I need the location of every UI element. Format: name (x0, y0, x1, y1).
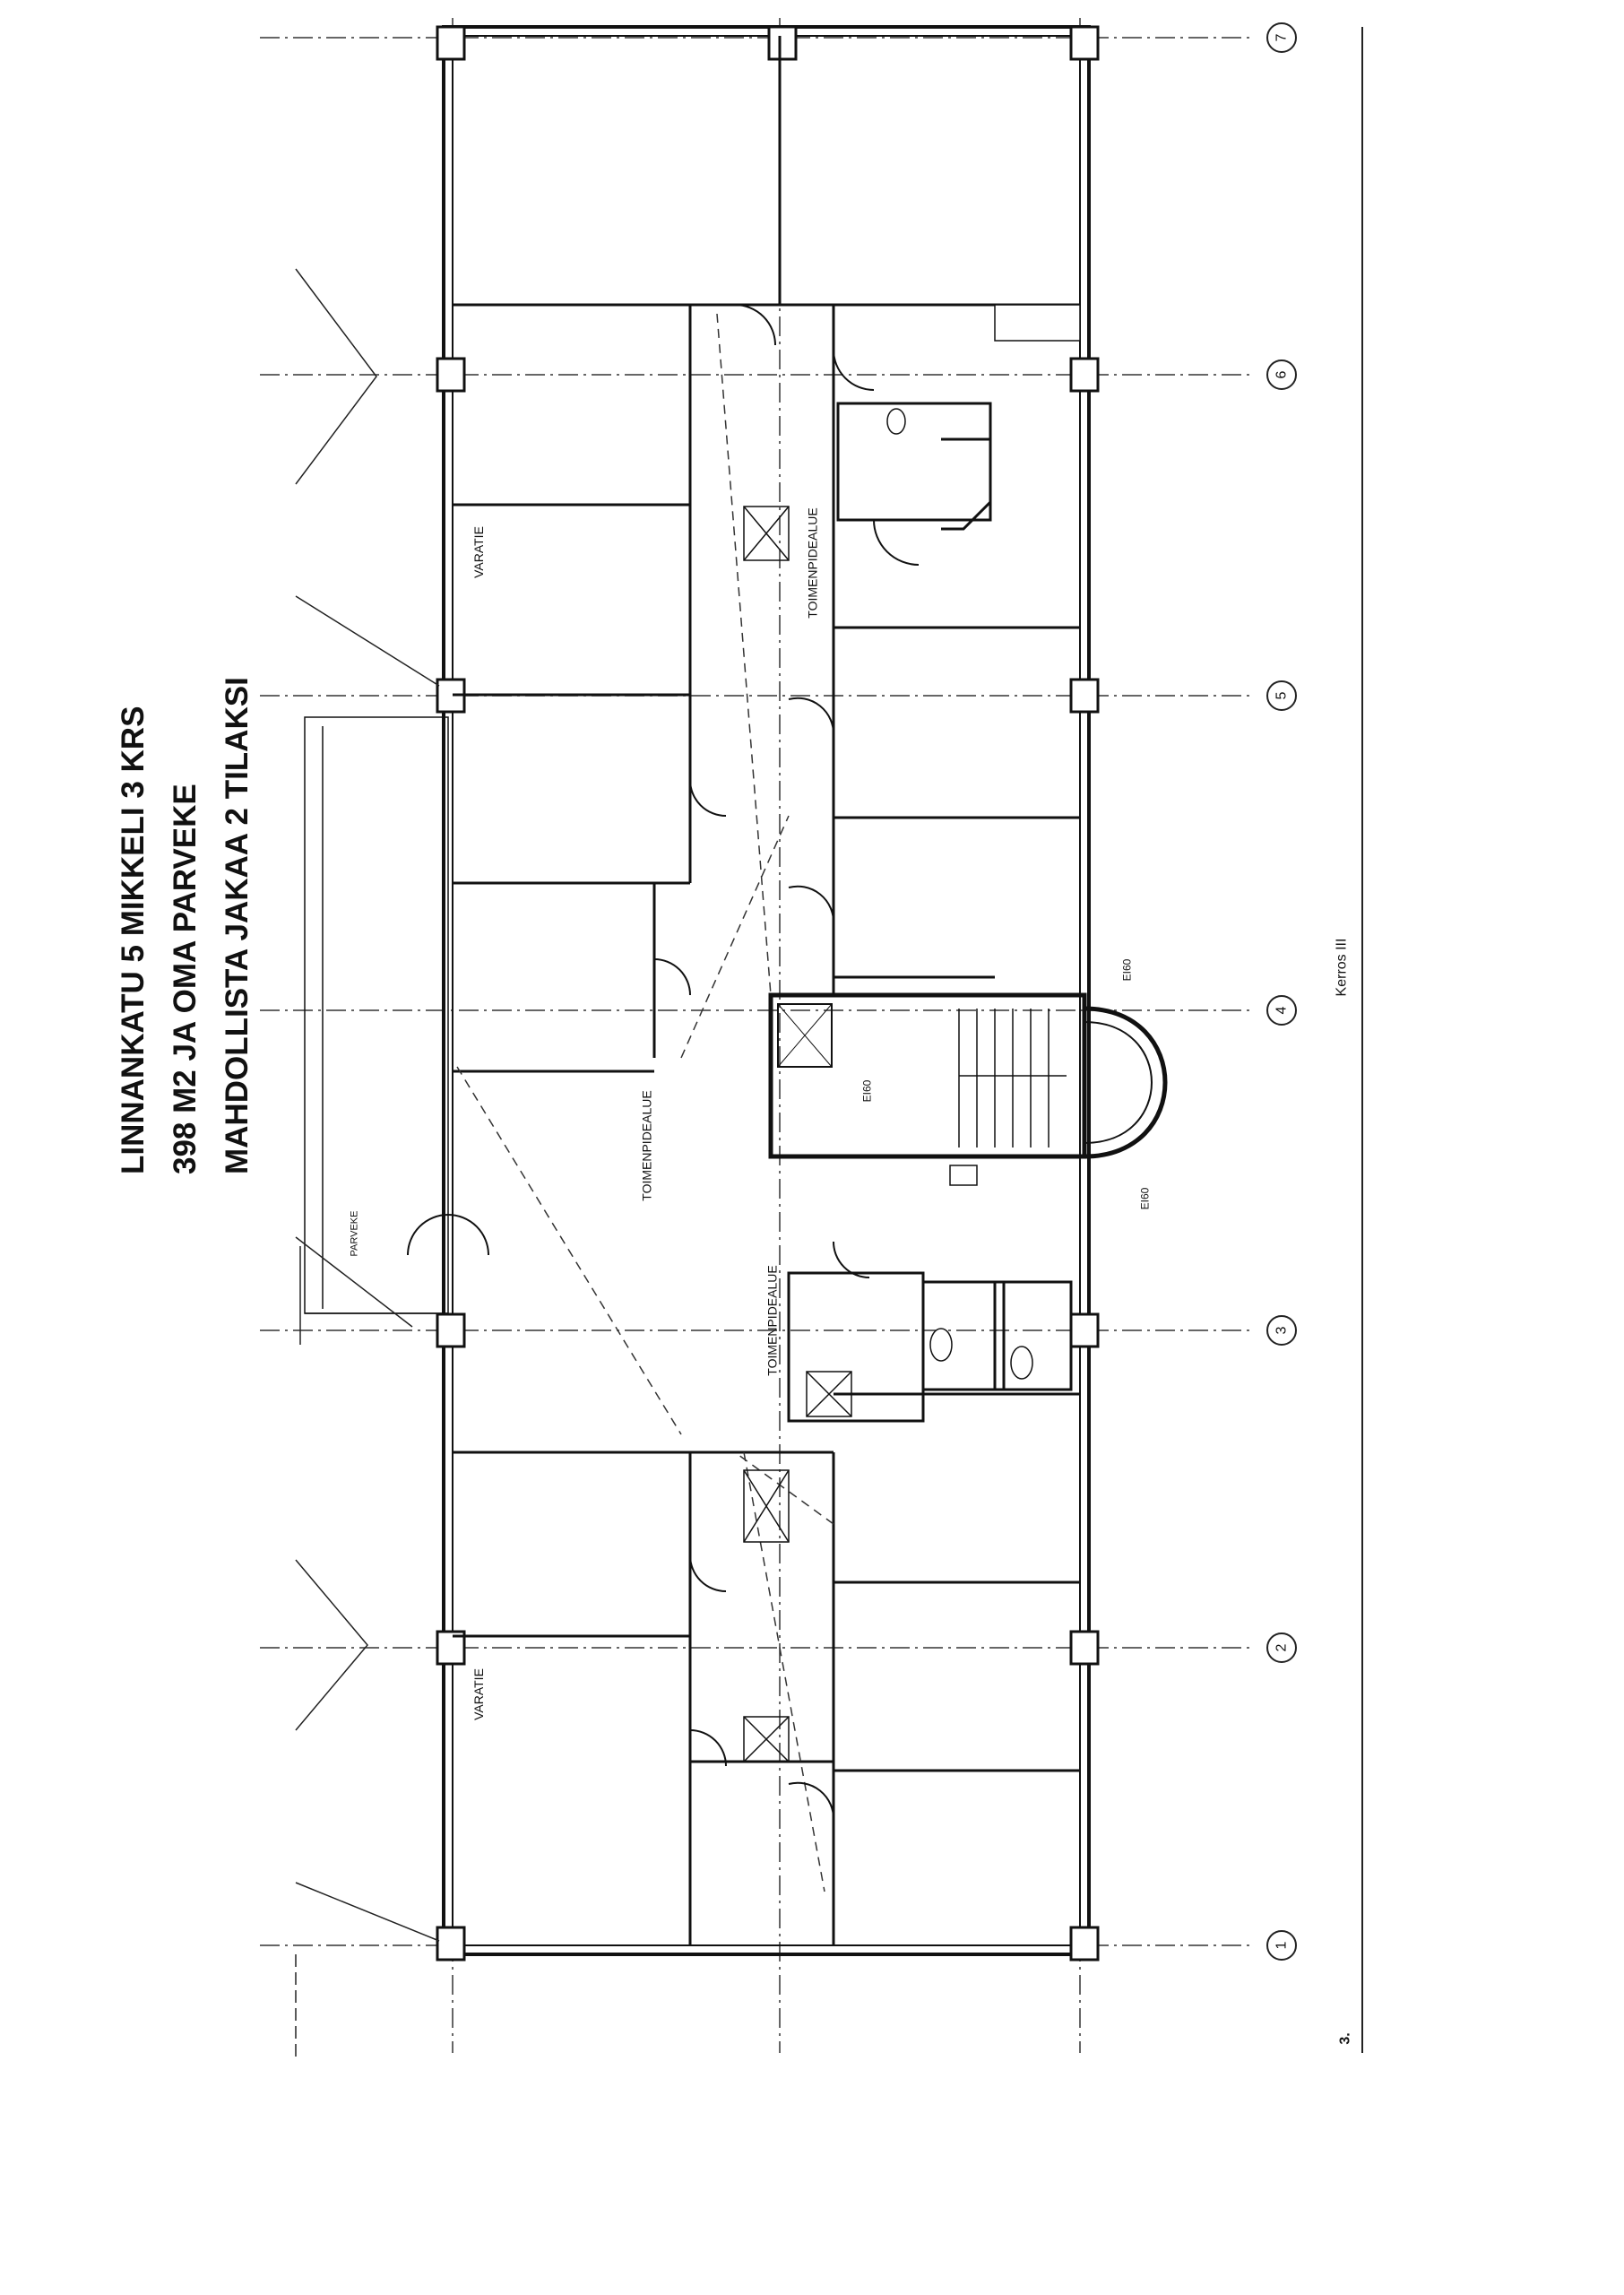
exterior-walls (444, 27, 1089, 1954)
interior-walls (453, 36, 1080, 1945)
label-toimenpidealue-top: TOIMENPIDEALUE (805, 507, 820, 619)
fixtures (887, 305, 1080, 1379)
label-ei60-top: EI60 (1120, 958, 1134, 982)
label-varatie-top: VARATIE (471, 526, 486, 578)
label-ei60-bottom: EI60 (1138, 1187, 1152, 1210)
label-ei60-stair: EI60 (860, 1079, 874, 1103)
vertical-axes (453, 18, 1080, 2053)
label-parveke: PARVEKE (349, 1210, 360, 1257)
grid-label-2: 2 (1266, 1632, 1297, 1663)
label-toimenpidealue-center: TOIMENPIDEALUE (639, 1090, 654, 1201)
title-block (108, 677, 263, 1174)
floor-label: Kerros III (1334, 938, 1350, 997)
grid-label-1: 1 (1266, 1930, 1297, 1961)
title-line-2: 398 M2 JA OMA PARVEKE (168, 784, 203, 1174)
external-leaders (296, 269, 439, 2062)
label-toimenpidealue-bottom: TOIMENPIDEALUE (764, 1265, 780, 1376)
shaft-crosses (744, 507, 851, 1762)
grid-label-3: 3 (1266, 1315, 1297, 1346)
page-number: 3. (1337, 2032, 1353, 2045)
grid-label-5: 5 (1266, 680, 1297, 711)
title-line-3: MAHDOLLISTA JAKAA 2 TILAKSI (220, 677, 255, 1174)
stair-core (771, 995, 1165, 1156)
grid-label-6: 6 (1266, 359, 1297, 390)
wc-blocks (789, 403, 1071, 1421)
grid-axes (260, 38, 1255, 1945)
grid-label-4: 4 (1266, 995, 1297, 1026)
grid-label-7: 7 (1266, 22, 1297, 53)
grid-bubbles (1268, 24, 1295, 1959)
balcony (305, 717, 448, 1313)
title-line-1: LINNANKATU 5 MIKKELI 3 KRS (116, 706, 151, 1174)
label-varatie-bottom: VARATIE (471, 1668, 486, 1720)
